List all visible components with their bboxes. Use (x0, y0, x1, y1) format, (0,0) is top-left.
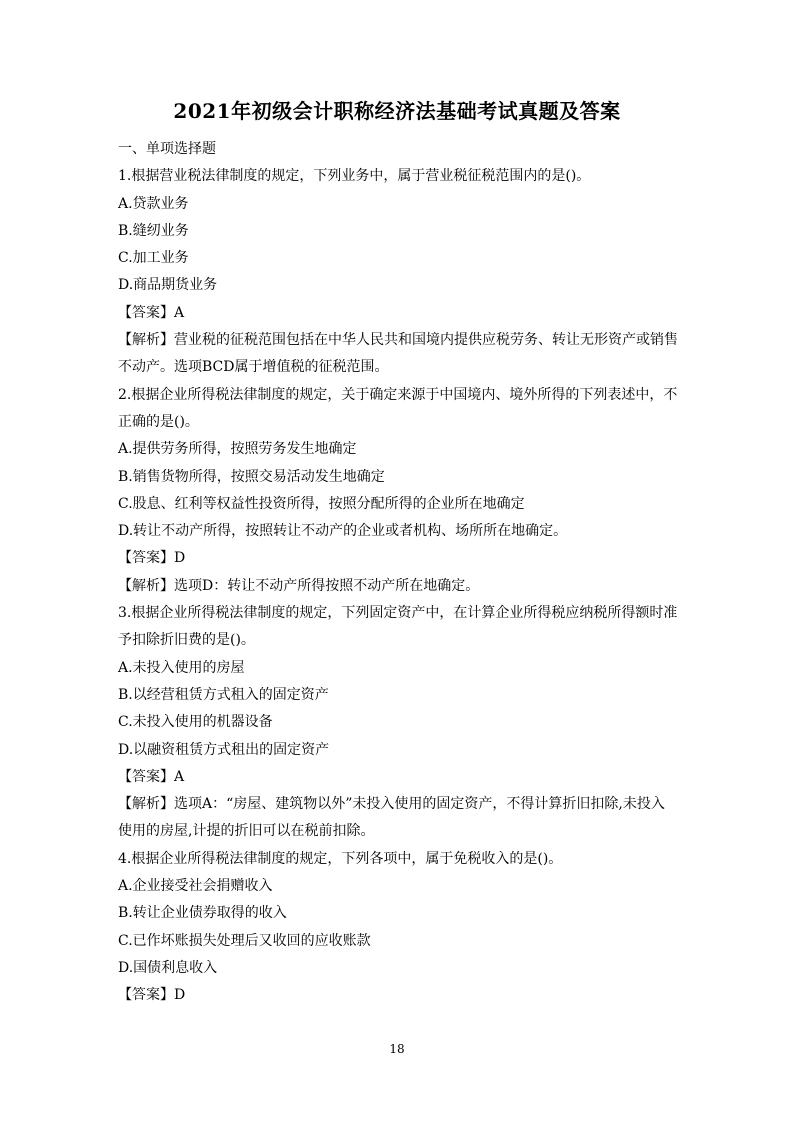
section-heading: 一、单项选择题 (118, 141, 216, 157)
document-title: 2021年初级会计职称经济法基础考试真题及答案 (173, 99, 621, 123)
question-3-answer: 【答案】A (118, 768, 185, 785)
question-2-option-d: D.转让不动产所得，按照转让不动产的企业或者机构、场所所在地确定。 (118, 523, 568, 540)
question-3-option-b: B.以经营租赁方式租入的固定资产 (118, 686, 329, 703)
question-1-explanation: 【解析】营业税的征税范围包括在中华人民共和国境内提供应税劳务、转让无形资产或销售不动产。选项BCD属于增值税的征税范围。 (118, 332, 678, 376)
question-4-option-d: D.国债利息收入 (118, 959, 218, 976)
question-3: 3.根据企业所得税法律制度的规定，下列固定资产中，在计算企业所得税应纳税所得额时准予扣除折旧费的是()。 (118, 605, 678, 649)
question-4-option-c: C.已作坏账损失处理后又收回的应收账款 (118, 932, 371, 949)
page-number: 18 (389, 1042, 405, 1056)
question-4-answer: 【答案】D (118, 987, 186, 1004)
question-4-option-b: B.转让企业债券取得的收入 (118, 905, 287, 922)
question-1-option-c: C.加工业务 (118, 250, 189, 267)
question-2: 2.根据企业所得税法律制度的规定，关于确定来源于中国境内、境外所得的下列表述中，不正确的是()。 (118, 386, 678, 430)
question-2-option-a: A.提供劳务所得，按照劳务发生地确定 (118, 441, 357, 458)
question-3-explanation: 【解析】选项A：“房屋、建筑物以外”未投入使用的固定资产，不得计算折旧扣除,未投入使用的房屋,计提的折旧可以在税前扣除。 (118, 796, 665, 840)
question-3-option-d: D.以融资租赁方式租出的固定资产 (118, 741, 330, 758)
question-2-explanation: 【解析】选项D：转让不动产所得按照不动产所在地确定。 (118, 577, 480, 594)
question-3-option-a: A.未投入使用的房屋 (118, 659, 245, 676)
question-4-option-a: A.企业接受社会捐赠收入 (118, 878, 273, 895)
question-2-option-c: C.股息、红利等权益性投资所得，按照分配所得的企业所在地确定 (118, 495, 525, 512)
question-1-option-a: A.贷款业务 (118, 195, 189, 212)
question-3-option-c: C.未投入使用的机器设备 (118, 714, 273, 731)
question-2-answer: 【答案】D (118, 550, 186, 567)
question-4: 4.根据企业所得税法律制度的规定，下列各项中，属于免税收入的是()。 (118, 850, 563, 867)
question-1: 1.根据营业税法律制度的规定，下列业务中，属于营业税征税范围内的是()。 (118, 168, 591, 185)
question-1-option-d: D.商品期货业务 (118, 277, 218, 294)
document-body (118, 136, 678, 1010)
question-1-option-b: B.缝纫业务 (118, 222, 189, 239)
question-2-option-b: B.销售货物所得，按照交易活动发生地确定 (118, 468, 385, 485)
question-1-answer: 【答案】A (118, 304, 185, 321)
